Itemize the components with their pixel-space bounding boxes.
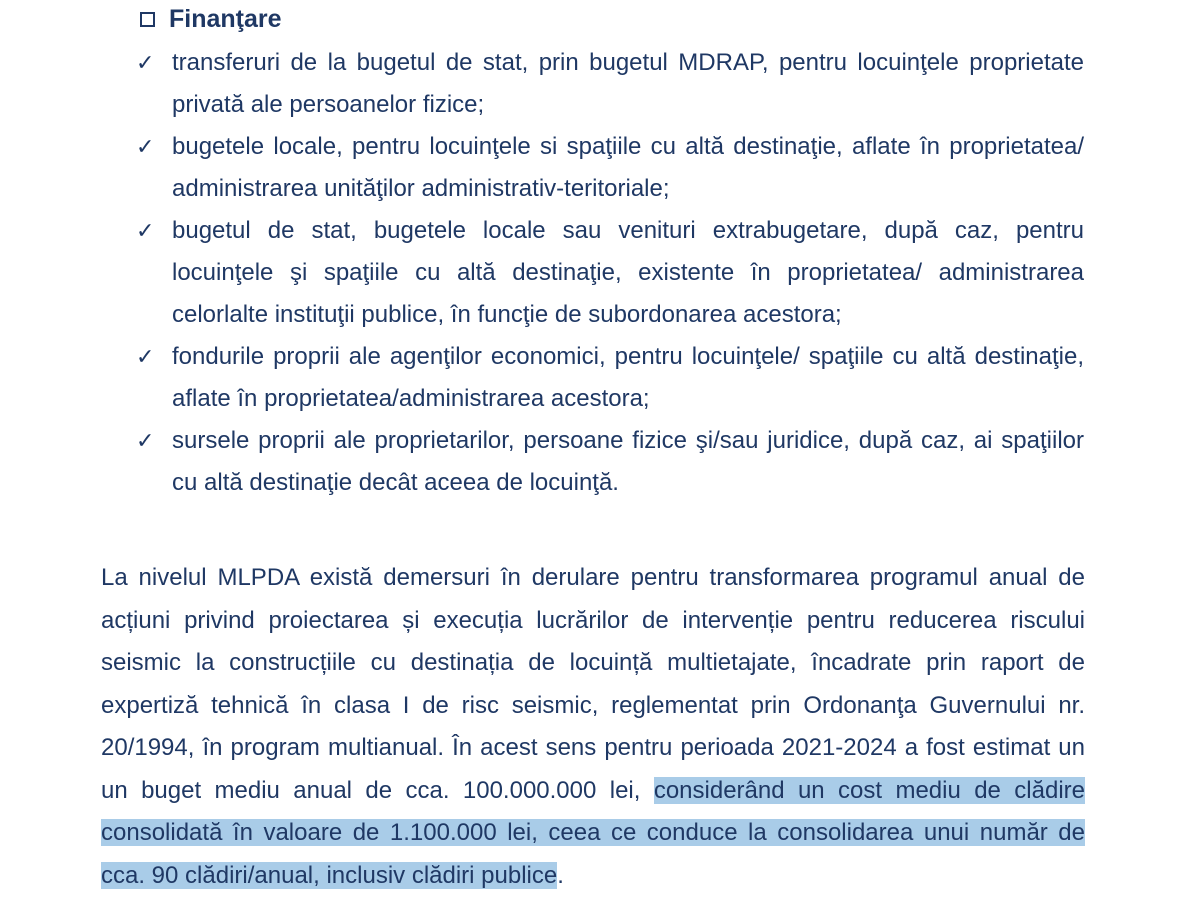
list-item xyxy=(136,42,1084,126)
list-item-text: transferuri de la bugetul de stat, prin bugetul MDRAP, pentru locuinţele proprietate privată ale persoanelor fizice; xyxy=(172,49,1084,118)
heading-text: Finanţare xyxy=(169,5,282,33)
list-item-text: bugetele locale, pentru locuinţele si spaţiile cu altă destinaţie, aflate în proprietatea/ administrarea unităţilor administrativ-teritoriale; xyxy=(172,133,1084,202)
checkmark-icon: ✓ xyxy=(136,428,155,453)
funding-sources-list xyxy=(136,42,1084,504)
paragraph-text: La nivelul MLPDA există demersuri în derulare pentru transformarea programul anual de acțiuni privind proiectarea și execuția lucrărilor de intervenție pentru reducerea riscului seismic la construcțiile cu destinația de locuință multietajate, încadrate prin raport de expertiză tehnică în clasa I de risc seismic, reglementat prin Ordonanţa Guvernului nr. 20/1994, în program multianual. În acest sens pentru perioada 2021-2024 a fost estimat un un buget mediu anual de cca. 100.000.000 lei, xyxy=(101,564,1085,804)
checkmark-icon: ✓ xyxy=(136,218,155,243)
list-item-text: bugetul de stat, bugetele locale sau venituri extrabugetare, după caz, pentru locuinţele şi spaţiile cu altă destinaţie, existente în proprietatea/ administrarea celorlalte instituţii publice, în funcţie de subordonarea acestora; xyxy=(172,217,1084,328)
paragraph-end: . xyxy=(557,861,564,889)
list-item xyxy=(136,210,1084,336)
checkbox-bullet-icon xyxy=(140,12,155,27)
checkmark-icon: ✓ xyxy=(136,344,155,369)
list-item xyxy=(136,336,1084,420)
list-item-text: fondurile proprii ale agenţilor economici, pentru locuinţele/ spaţiile cu altă destinaţie, aflate în proprietatea/administrarea acestora; xyxy=(172,343,1084,412)
body-paragraph xyxy=(101,557,1085,897)
highlighted-text: considerând un cost mediu de clădire consolidată în valoare de 1.100.000 lei, ceea ce conduce la consolidarea unui număr de cca. 90 clădiri/anual, inclusiv clădiri publice xyxy=(101,776,1085,889)
checkmark-icon: ✓ xyxy=(136,134,155,159)
list-item xyxy=(136,126,1084,210)
list-item xyxy=(136,420,1084,504)
checkmark-icon: ✓ xyxy=(136,50,155,75)
section-heading xyxy=(140,4,282,34)
list-item-text: sursele proprii ale proprietarilor, persoane fizice şi/sau juridice, după caz, ai spaţiilor cu altă destinaţie decât aceea de locuinţă. xyxy=(172,427,1084,496)
